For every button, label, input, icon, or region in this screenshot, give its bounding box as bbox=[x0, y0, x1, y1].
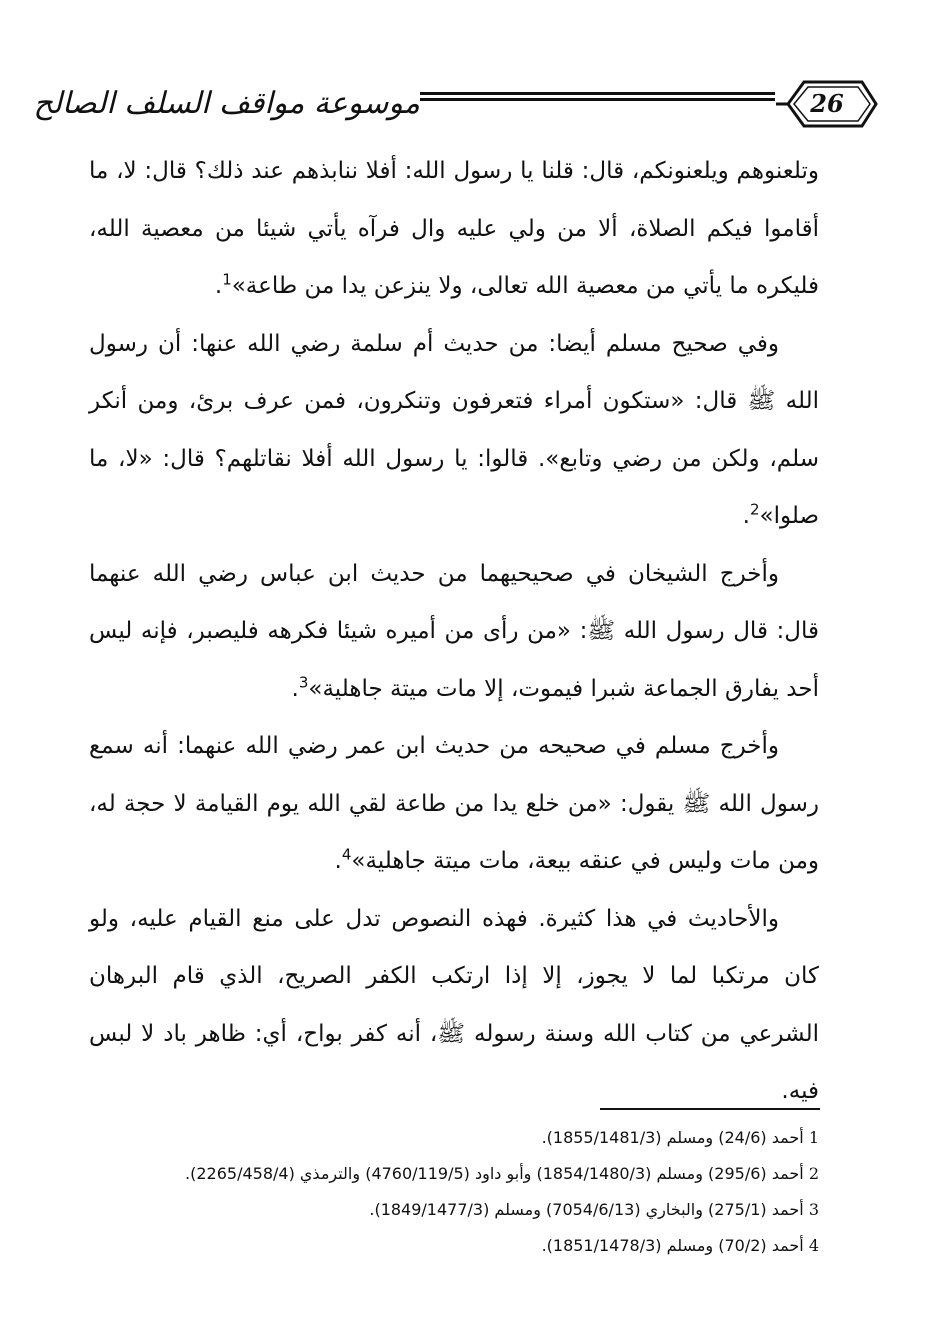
paragraph-text: وتلعنوهم ويلعنونكم، قال: قلنا يا رسول الله: أفلا ننابذهم عند ذلك؟ قال: لا، ما أقاموا فيكم الصلاة، ألا من ولي عليه وال فرآه يأتي شيئا من معصية الله، فليكره ما يأتي من معصية الله تعالى، ولا ينزعن يدا من طاعة» bbox=[89, 158, 819, 299]
paragraph-text: وفي صحيح مسلم أيضا: من حديث أم سلمة رضي الله عنها: أن رسول الله ﷺ قال: «ستكون أمراء فتعرفون وتنكرون، فمن عرف برئ، ومن أنكر سلم، ولكن من رضي وتابع». قالوا: يا رسول الله أفلا نقاتلهم؟ قال: «لا، ما صلوا» bbox=[89, 330, 819, 529]
page-number-badge bbox=[774, 76, 880, 132]
footnote-number: 1 bbox=[808, 1128, 819, 1147]
paragraph: وأخرج الشيخان في صحيحيهما من حديث ابن عباس رضي الله عنهما قال: قال رسول الله ﷺ: «من رأى من أميره شيئا فكرهه فليصبر، فإنه ليس أحد يفارق الجماعة شبرا فيموت، إلا مات ميتة جاهلية»$^3$. bbox=[89, 560, 819, 702]
footnote bbox=[89, 1228, 819, 1264]
footnote-ref[interactable]: 3 bbox=[298, 672, 309, 691]
paragraph bbox=[89, 891, 819, 1121]
footnote-ref[interactable]: 4 bbox=[341, 845, 352, 864]
footnote-text: أحمد (70/2) ومسلم (1851/1478/3). bbox=[541, 1236, 804, 1255]
footnotes bbox=[89, 1120, 819, 1264]
page-number: 26 bbox=[810, 89, 844, 118]
footnote-text: أحمد (275/1) والبخاري (7054/6/13) ومسلم (1849/1477/3). bbox=[369, 1200, 804, 1219]
paragraph-text: وأخرج الشيخان في صحيحيهما من حديث ابن عباس رضي الله عنهما قال: قال رسول الله ﷺ: «من رأى من أميره شيئا فكرهه فليصبر، فإنه ليس أحد يفارق الجماعة شبرا فيموت، إلا مات ميتة جاهلية» bbox=[89, 560, 819, 702]
main-text bbox=[89, 143, 819, 1121]
paragraph: وتلعنوهم ويلعنونكم، قال: قلنا يا رسول الله: أفلا ننابذهم عند ذلك؟ قال: لا، ما أقاموا فيكم الصلاة، ألا من ولي عليه وال فرآه يأتي شيئا من معصية الله، فليكره ما يأتي من معصية الله تعالى، ولا ينزعن يدا من طاعة»$^1$. bbox=[89, 158, 819, 299]
footnote bbox=[89, 1192, 819, 1228]
paragraph-text: وأخرج مسلم في صحيحه من حديث ابن عمر رضي الله عنهما: أنه سمع رسول الله ﷺ يقول: «من خلع يدا من طاعة لقي الله يوم القيامة لا حجة له، ومن مات وليس في عنقه بيعة، مات ميتة جاهلية» bbox=[89, 733, 819, 874]
page-header bbox=[33, 72, 870, 138]
footnote-ref[interactable]: 2 bbox=[749, 500, 760, 519]
footnote-separator bbox=[600, 1108, 820, 1110]
header-rule bbox=[420, 92, 775, 106]
footnote-number: 2 bbox=[808, 1164, 819, 1183]
footnote-number: 4 bbox=[808, 1236, 819, 1255]
paragraph: وفي صحيح مسلم أيضا: من حديث أم سلمة رضي الله عنها: أن رسول الله ﷺ قال: «ستكون أمراء فتعرفون وتنكرون، فمن عرف برئ، ومن أنكر سلم، ولكن من رضي وتابع». قالوا: يا رسول الله أفلا نقاتلهم؟ قال: «لا، ما صلوا»$^2$. bbox=[89, 330, 819, 529]
paragraph-text: والأحاديث في هذا كثيرة. فهذه النصوص تدل على منع القيام عليه، ولو كان مرتكبا لما لا يجوز، إلا إذا ارتكب الكفر الصريح، الذي قام البرهان الشرعي من كتاب الله وسنة رسوله ﷺ، أنه كفر بواح، أي: ظاهر باد لا لبس فيه. bbox=[89, 905, 819, 1104]
footnote-text: أحمد (24/6) ومسلم (1855/1481/3). bbox=[541, 1128, 804, 1147]
footnote-ref[interactable]: 1 bbox=[222, 270, 232, 289]
series-title: موسوعة مواقف السلف الصالح bbox=[33, 86, 420, 121]
footnote bbox=[89, 1156, 819, 1192]
footnote bbox=[89, 1120, 819, 1156]
footnote-number: 3 bbox=[808, 1200, 819, 1219]
footnote-text: أحمد (295/6) ومسلم (1854/1480/3) وأبو داود (4760/119/5) والترمذي (2265/458/4). bbox=[185, 1164, 804, 1183]
paragraph: وأخرج مسلم في صحيحه من حديث ابن عمر رضي الله عنهما: أنه سمع رسول الله ﷺ يقول: «من خلع يدا من طاعة لقي الله يوم القيامة لا حجة له، ومن مات وليس في عنقه بيعة، مات ميتة جاهلية»$^4$. bbox=[89, 733, 819, 874]
